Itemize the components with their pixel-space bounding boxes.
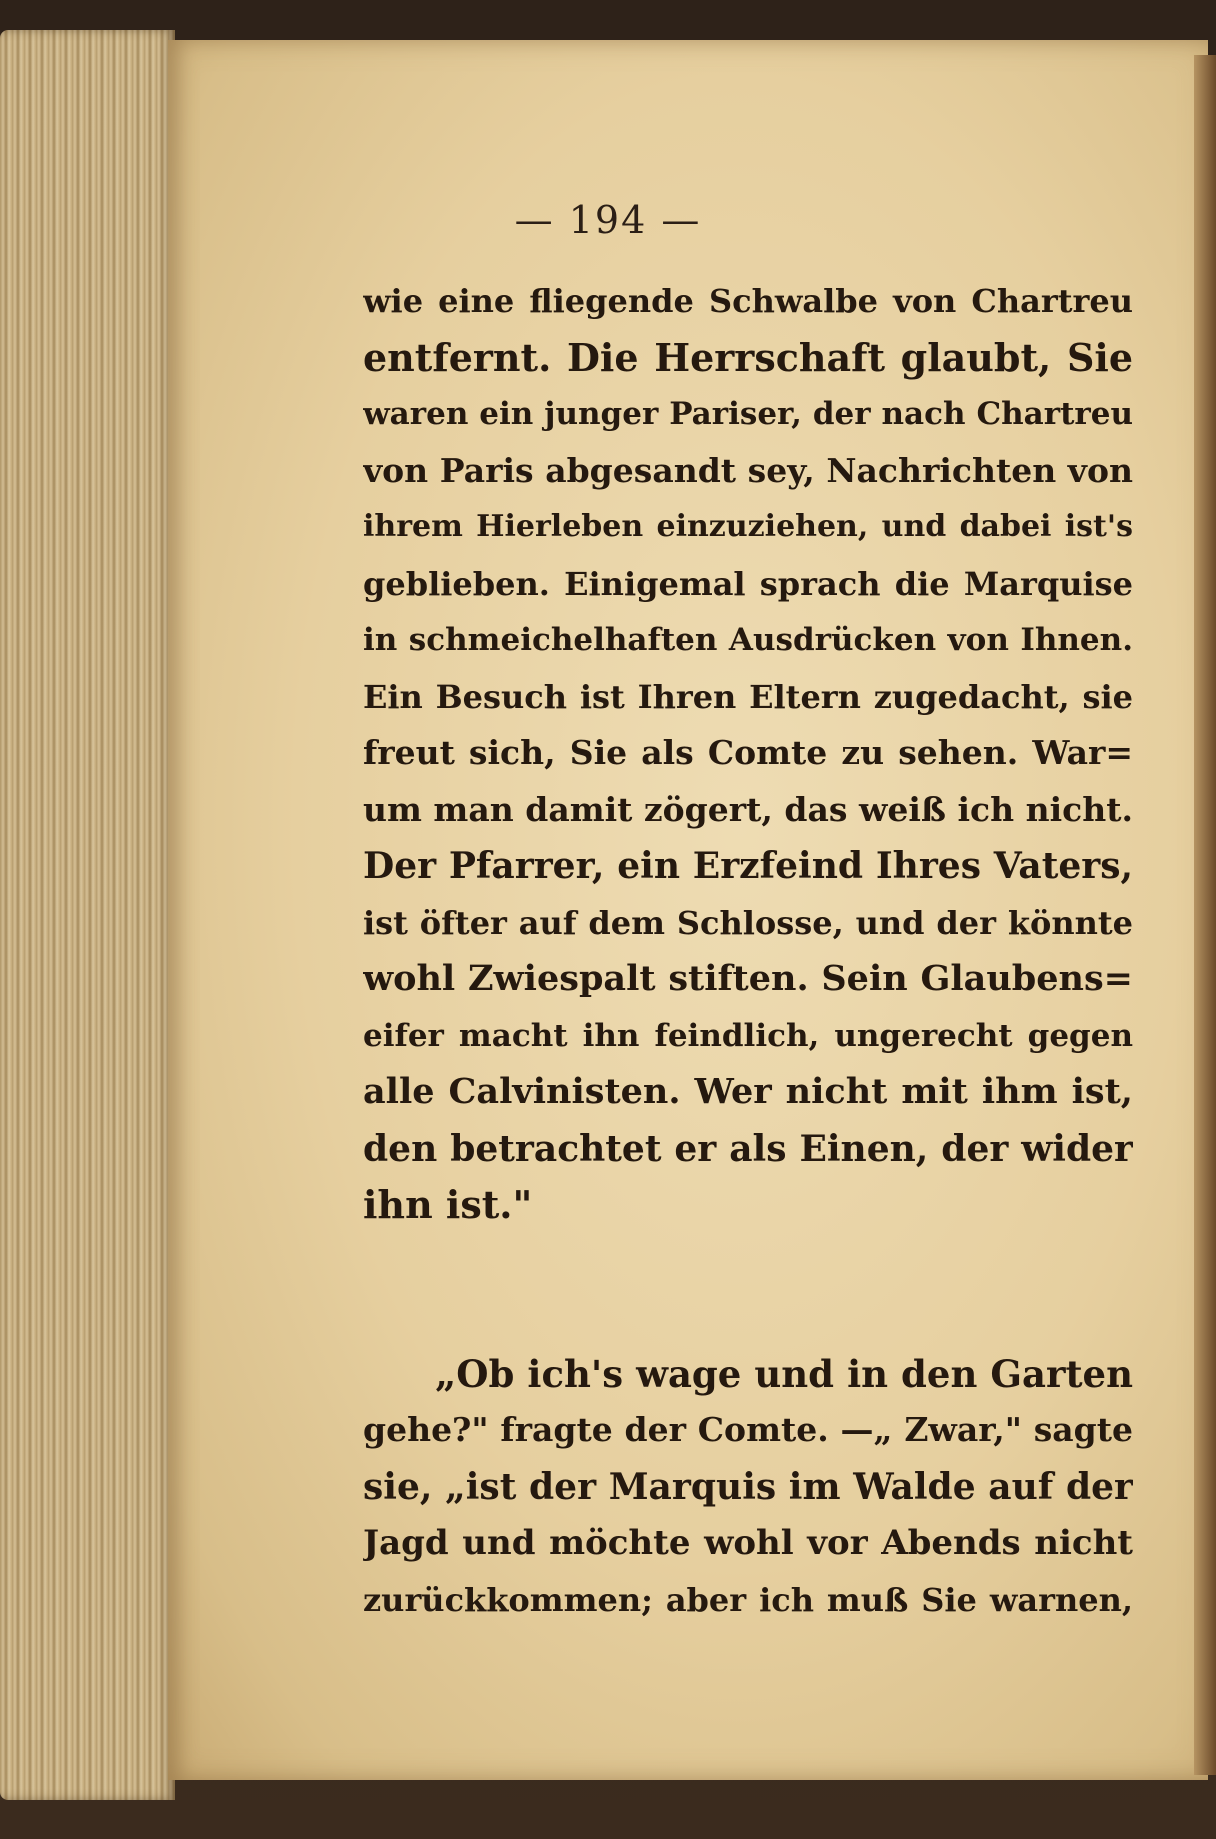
text-line: wie eine fliegende Schwalbe von Chartreu <box>363 282 1133 320</box>
text-line: waren ein junger Pariser, der nach Chartreu <box>363 396 1133 432</box>
text-line: ist öfter auf dem Schlosse, und der könnte <box>363 903 1133 942</box>
text-line: Ein Besuch ist Ihren Eltern zugedacht, sie <box>363 677 1133 716</box>
text-line: Jagd und möchte wohl vor Abends nicht <box>363 1523 1133 1563</box>
page-number: — 194 — <box>514 198 702 242</box>
next-page-edge <box>1194 55 1216 1775</box>
text-line: Der Pfarrer, ein Erzfeind Ihres Vaters, <box>363 845 1133 887</box>
text-line: ihrem Hierleben einzuziehen, und dabei ist's <box>363 509 1133 544</box>
text-line: wohl Zwiespalt stiften. Sein Glaubens= <box>363 958 1133 999</box>
text-line: „Ob ich's wage und in den Garten <box>435 1351 1133 1396</box>
text-line: ihn ist." <box>363 1182 533 1227</box>
text-line: zurückkommen; aber ich muß Sie warnen, <box>363 1580 1133 1619</box>
text-line: in schmeichelhaften Ausdrücken von Ihnen. <box>363 622 1133 658</box>
text-line: entfernt. Die Herrschaft glaubt, Sie <box>363 334 1133 380</box>
page-edges <box>0 30 175 1800</box>
text-line: um man damit zögert, das weiß ich nicht. <box>363 789 1133 829</box>
paragraph-1 <box>363 273 1133 1234</box>
text-line: den betrachtet er als Einen, der wider <box>363 1127 1133 1170</box>
text-line: gehe?" fragte der Comte. —„ Zwar," sagte <box>363 1410 1133 1449</box>
paragraph-2 <box>363 1346 1133 1629</box>
text-line: freut sich, Sie als Comte zu sehen. War= <box>363 733 1133 772</box>
body-text <box>363 273 1133 1628</box>
text-line: sie, „ist der Marquis im Walde auf der <box>363 1465 1133 1508</box>
text-line: von Paris abgesandt sey, Nachrichten von <box>363 450 1133 490</box>
text-line: eifer macht ihn feindlich, ungerecht gegen <box>363 1017 1133 1054</box>
text-line: geblieben. Einigemal sprach die Marquise <box>363 564 1133 603</box>
paragraph-gap <box>363 1234 1133 1346</box>
text-line: alle Calvinisten. Wer nicht mit ihm ist, <box>363 1071 1133 1112</box>
